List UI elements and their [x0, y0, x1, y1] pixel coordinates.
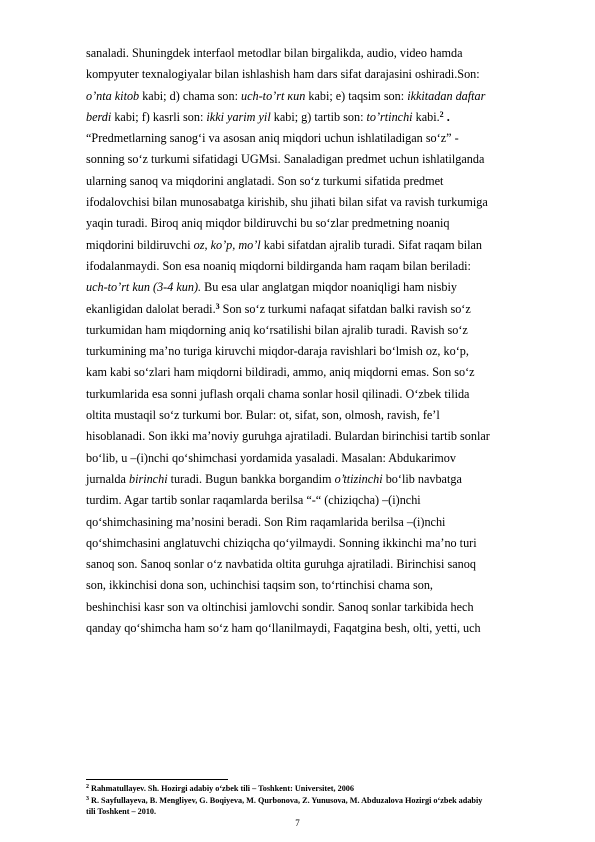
text-line: qo‘shimchasining ma’nosini beradi. Son Rim raqamlarida berilsa –(i)nchi: [86, 514, 446, 529]
text-line: [86, 235, 549, 256]
example-italic: ikkitadan daftar: [407, 88, 486, 103]
text-line: kam kabi so‘zlari ham miqdorni bildiradi, ammo, aniq miqdorni emas. Son so‘z: [86, 365, 475, 380]
text-span: Bu esa ular anglatgan miqdor noaniqligi ham nisbiy: [201, 280, 457, 295]
example-italic: uch-to’rt kun (3-4 kun).: [86, 280, 202, 295]
footnote-ref[interactable]: 2: [439, 109, 444, 119]
text-line: turdim. Agar tartib sonlar raqamlarda berilsa “-“ (chiziqcha) –(i)nchi: [86, 493, 421, 508]
text-span: kabi; f) kasrli son:: [111, 109, 207, 124]
text-span: kabi sifatdan ajralib turadi. Sifat raqam bilan: [260, 237, 483, 252]
text-line: hisoblanadi. Son ikki ma’noviy guruhga ajratiladi. Bulardan birinchisi tartib sonlar: [86, 429, 490, 444]
text-span: turadi. Bugun bankka borgandim: [167, 471, 335, 486]
text-line: [86, 107, 549, 128]
footnote-3: [86, 795, 549, 806]
example-italic: berdi: [86, 109, 112, 124]
text-span: kabi; e) taqsim son:: [305, 88, 408, 103]
text-span: Son so‘z turkumi nafaqat sifatdan balki ravish so‘z: [219, 301, 471, 316]
page-number: 7: [295, 818, 300, 828]
text-line: son, ikkinchisi dona son, uchinchisi taqsim son, to‘rtinchisi chama son,: [86, 578, 433, 593]
text-line: yaqin turadi. Biroq aniq miqdor bildiruvchi bu so‘zlar predmetning noaniq: [86, 216, 450, 231]
example-italic: to’rtinchi: [366, 109, 413, 124]
footnote-2: [86, 783, 549, 794]
text-line: [86, 299, 549, 320]
text-span: jurnalda: [86, 471, 129, 486]
text-line: sanaladi. Shuningdek interfaol metodlar bilan birgalikda, audio, video hamda: [86, 46, 463, 60]
body-text: [86, 43, 549, 639]
example-italic: ikki yarim yil: [206, 109, 271, 124]
text-line: turkumining ma’no turiga kiruvchi miqdor-daraja ravishlari bo‘lmish oz, ko‘p,: [86, 344, 469, 359]
text-span: kabi.: [412, 109, 440, 124]
example-italic: o’nta kitob: [86, 88, 140, 103]
footnote-text: Rahmatullayev. Sh. Hozirgi adabiy o‘zbek tili – Toshkent: Universitet, 2006: [89, 784, 354, 793]
text-span: miqdorini bildiruvchi: [86, 237, 194, 252]
text-line: oltita mustaqil so‘z turkumi bor. Bular: ot, sifat, son, olmosh, ravish, fe’l: [86, 408, 440, 423]
text-line: qo‘shimchasini anglatuvchi chiziqcha qo‘yilmaydi. Sonning ikkinchi ma’no turi: [86, 535, 477, 550]
text-line: [86, 277, 549, 298]
example-italic: oz, ko’p, mo’l: [193, 237, 261, 252]
text-line: sanoq son. Sanoq sonlar o‘z navbatida oltita guruhga ajratiladi. Birinchisi sanoq: [86, 557, 476, 572]
text-line: “Predmetlarning sanog‘i va asosan aniq miqdori uchun ishlatiladigan so‘z” -: [86, 131, 459, 146]
text-line: qanday qo‘shimcha ham so‘z ham qo‘llanilmaydi, Faqatgina besh, olti, yetti, uch: [86, 621, 481, 636]
example-italic: uch-to’rt кun: [241, 88, 306, 103]
text-line: ifodalovchisi bilan munosabatga kirishib, shu jihati bilan sifat va ravish turkumiga: [86, 195, 488, 210]
footnote-3-continued: [86, 806, 549, 817]
text-line: kompyuter texnalogiyalar bilan ishlashish ham dars sifat darajasini oshiradi.Son:: [86, 67, 480, 82]
text-line: ularning sanoq va miqdorini anglatadi. Son so‘z turkumi sifatida predmet: [86, 173, 444, 188]
text-line: turkumidan ham miqdorning aniq ko‘rsatilishi bilan ajralib turadi. Ravish so‘z: [86, 322, 468, 337]
footnote-text: tili Toshkent – 2010.: [86, 807, 157, 816]
text-line: turkumlarida esa sonni juflash orqali chama sonlar hosil qilinadi. O‘zbek tilida: [86, 386, 470, 401]
example-italic: birinchi: [128, 471, 168, 486]
text-line: ifodalanmaydi. Son esa noaniq miqdorni bildirganda ham raqam bilan beriladi:: [86, 258, 471, 273]
text-line: bo‘lib, u –(i)nchi qo‘shimchasi yordamida yasaladi. Masalan: Abdukarimov: [86, 450, 456, 465]
text-span: kabi; d) chama son:: [139, 88, 242, 103]
text-line: beshinchisi kasr son va oltinchisi jamlovchi sondir. Sanoq sonlar tarkibida hech: [86, 599, 474, 614]
footnote-number: 3: [86, 796, 89, 802]
text-line: [86, 86, 549, 107]
footnote-ref[interactable]: 3: [215, 301, 220, 311]
text-span: kabi; g) tartib son:: [270, 109, 367, 124]
footnote-divider: [86, 779, 228, 780]
text-span: bo‘lib navbatga: [382, 471, 462, 486]
example-italic: o’ttizinchi: [334, 471, 383, 486]
text-line: sonning so‘z turkumi sifatidagi UGMsi. Sanaladigan predmet uchun ishlatilganda: [86, 152, 485, 167]
text-span: ekanligidan dalolat beradi.: [86, 301, 216, 316]
footnote-text: R. Sayfullayeva, B. Mengliyev, G. Boqiyeva, M. Qurbonova, Z. Yunusova, M. Abduzalova Hozirgi o‘zbek adabiy: [89, 796, 483, 805]
text-span: .: [443, 109, 450, 124]
footnote-number: 2: [86, 784, 89, 790]
text-line: [86, 469, 549, 490]
